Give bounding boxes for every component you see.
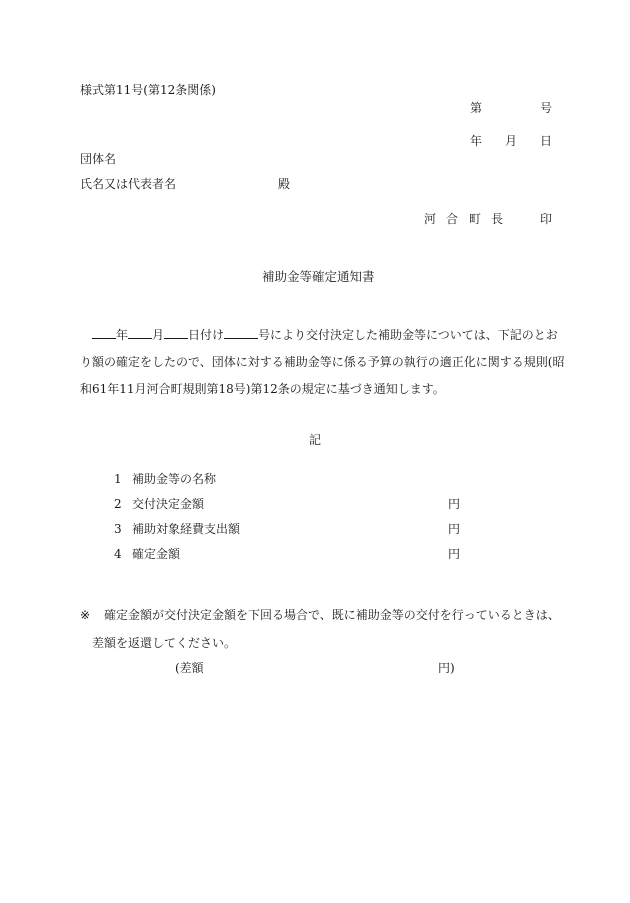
recipient-name-label: 氏名又は代表者名 [80, 177, 177, 191]
difference-close: 円) [438, 661, 455, 675]
body-line1-rest: 号により交付決定した補助金等については、下記のとお [258, 328, 558, 342]
item-number: 3 [114, 522, 122, 536]
date-month: 月 [505, 134, 518, 148]
note-mark: ※ [80, 608, 91, 622]
issuer-char-1: 河 [424, 212, 437, 226]
blank-day [164, 328, 188, 339]
item-number: 4 [114, 547, 122, 561]
difference-open: (差額 [175, 661, 204, 675]
number-dai: 第 [470, 101, 483, 115]
item-label: 補助対象経費支出額 [132, 522, 241, 536]
item-unit: 円 [448, 497, 461, 511]
issuer-char-2: 合 [446, 212, 459, 226]
date-year: 年 [470, 134, 483, 148]
issuer-char-3: 町 [469, 212, 482, 226]
form-number-label: 様式第11号(第12条関係) [80, 83, 216, 97]
body-hizuke: 日付け [188, 328, 225, 342]
item-label: 補助金等の名称 [132, 472, 217, 486]
note-line-2: 差額を返還してください。 [92, 636, 237, 650]
item-number: 2 [114, 497, 122, 511]
body-line-2: り額の確定をしたので、団体に対する補助金等に係る予算の執行の適正化に関する規則(昭 [80, 355, 565, 369]
body-tsuki: 月 [152, 328, 165, 342]
item-unit: 円 [448, 547, 461, 561]
body-nen: 年 [116, 328, 129, 342]
recipient-honorific: 殿 [278, 177, 291, 191]
document-title: 補助金等確定通知書 [262, 269, 375, 284]
body-paragraph [80, 322, 565, 403]
issuer-char-4: 長 [491, 212, 504, 226]
blank-number [224, 328, 258, 339]
ki-heading: 記 [309, 433, 322, 447]
blank-month [128, 328, 152, 339]
number-go: 号 [540, 101, 553, 115]
item-number: 1 [114, 472, 122, 486]
body-line-3: 和61年11月河合町規則第18号)第12条の規定に基づき通知します。 [80, 382, 445, 396]
blank-year [92, 328, 116, 339]
recipient-group-label: 団体名 [80, 152, 117, 166]
note-line-1: 確定金額が交付決定金額を下回る場合で、既に補助金等の交付を行っているときは、 [104, 608, 560, 622]
item-label: 交付決定金額 [132, 497, 205, 511]
issuer-seal: 印 [540, 212, 553, 226]
date-day: 日 [540, 134, 553, 148]
item-unit: 円 [448, 522, 461, 536]
item-label: 確定金額 [132, 547, 181, 561]
body-line-1 [80, 322, 556, 349]
